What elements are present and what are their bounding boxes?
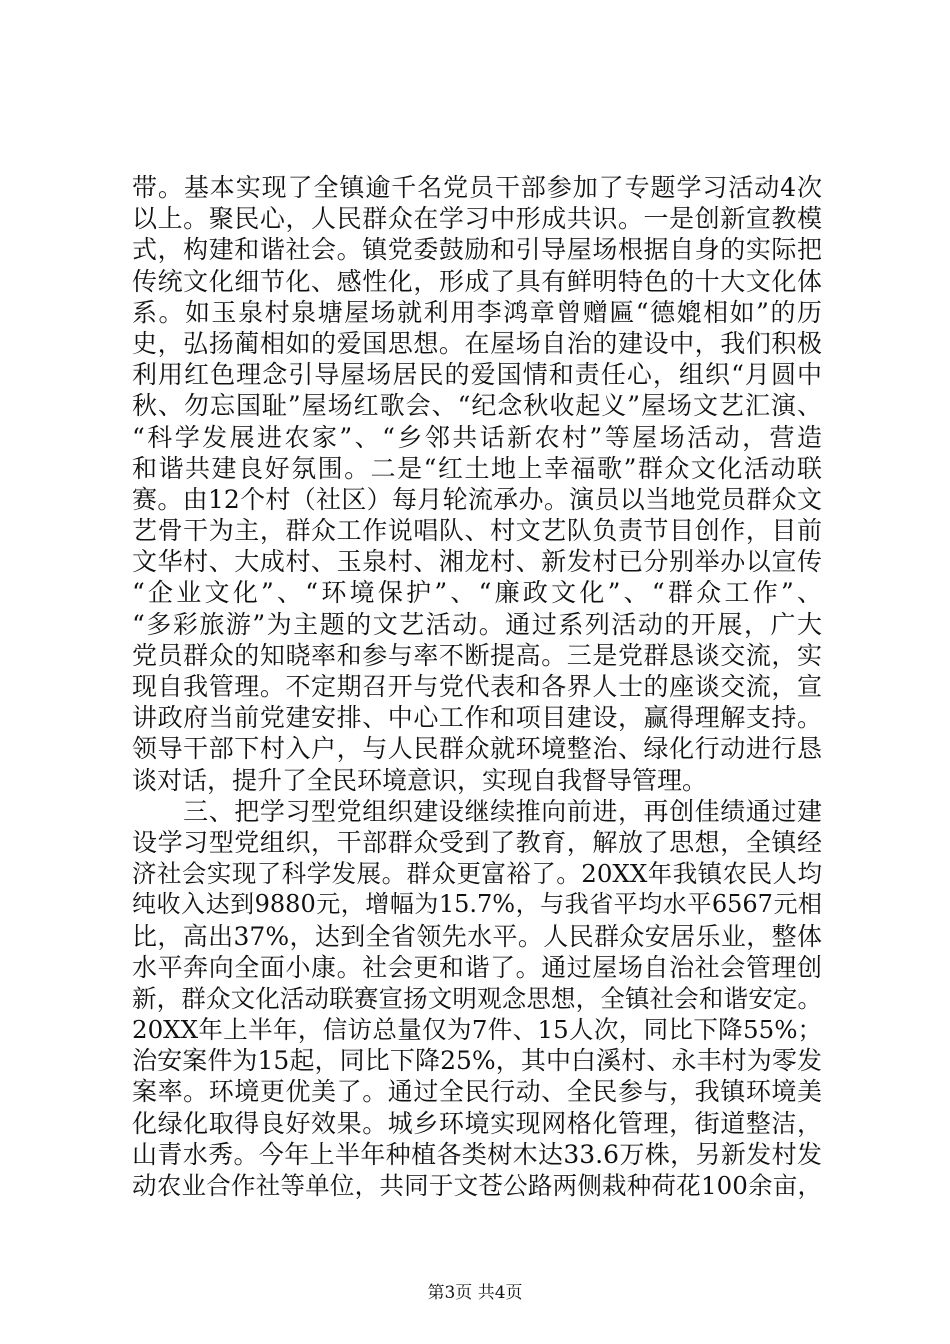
text-line: 治安案件为15起，同比下降25%，其中白溪村、永丰村为零发 bbox=[132, 1046, 822, 1076]
text-line: 讲政府当前党建安排、中心工作和项目建设，赢得理解支持。 bbox=[132, 703, 822, 733]
body-text bbox=[132, 172, 822, 1201]
text-line: “企业文化”、“环境保护”、“廉政文化”、“群众工作”、 bbox=[132, 578, 822, 608]
text-line: 赛。由12个村（社区）每月轮流承办。演员以当地党员群众文 bbox=[132, 484, 822, 514]
text-line: 式，构建和谐社会。镇党委鼓励和引导屋场根据自身的实际把 bbox=[132, 235, 822, 265]
text-line: 20XX年上半年，信访总量仅为7件、15人次，同比下降55%； bbox=[132, 1015, 822, 1045]
text-line: 秋、勿忘国耻”屋场红歌会、“纪念秋收起义”屋场文艺汇演、 bbox=[132, 391, 822, 421]
text-line: 艺骨干为主，群众工作说唱队、村文艺队负责节目创作，目前 bbox=[132, 516, 822, 546]
text-line: 领导干部下村入户，与人民群众就环境整治、绿化行动进行恳 bbox=[132, 734, 822, 764]
text-line: 济社会实现了科学发展。群众更富裕了。20XX年我镇农民人均 bbox=[132, 859, 822, 889]
text-line: 山青水秀。今年上半年种植各类树木达33.6万株，另新发村发 bbox=[132, 1139, 822, 1169]
text-line: 党员群众的知晓率和参与率不断提高。三是党群恳谈交流，实 bbox=[132, 640, 822, 670]
text-line: 纯收入达到9880元，增幅为15.7%，与我省平均水平6567元相 bbox=[132, 890, 822, 919]
page-number-footer: 第3页 共4页 bbox=[427, 1283, 523, 1303]
text-line: 文华村、大成村、玉泉村、湘龙村、新发村已分别举办以宣传 bbox=[132, 547, 822, 577]
text-line: 带。基本实现了全镇逾千名党员干部参加了专题学习活动4次 bbox=[132, 173, 822, 202]
paragraph-end-line: 谈对话，提升了全民环境意识，实现自我督导管理。 bbox=[132, 765, 708, 795]
text-line: 新，群众文化活动联赛宣扬文明观念思想，全镇社会和谐安定。 bbox=[132, 983, 822, 1013]
text-line: 和谐共建良好氛围。二是“红土地上幸福歌”群众文化活动联 bbox=[132, 453, 822, 483]
text-line: 化绿化取得良好效果。城乡环境实现网格化管理，街道整洁， bbox=[132, 1108, 822, 1138]
text-line: 传统文化细节化、感性化，形成了具有鲜明特色的十大文化体 bbox=[132, 266, 822, 296]
text-line: 案率。环境更优美了。通过全民行动、全民参与，我镇环境美 bbox=[132, 1077, 822, 1107]
text-line: 现自我管理。不定期召开与党代表和各界人士的座谈交流，宣 bbox=[132, 672, 822, 701]
text-line: 三、把学习型党组织建设继续推向前进，再创佳绩通过建 bbox=[132, 796, 822, 826]
text-line: 系。如玉泉村泉塘屋场就利用李鸿章曾赠匾“德媲相如”的历 bbox=[132, 297, 822, 327]
text-line: “多彩旅游”为主题的文艺活动。通过系列活动的开展，广大 bbox=[132, 609, 822, 639]
text-line: 动农业合作社等单位，共同于文苍公路两侧栽种荷花100余亩， bbox=[132, 1171, 822, 1200]
text-line: 水平奔向全面小康。社会更和谐了。通过屋场自治社会管理创 bbox=[132, 952, 822, 982]
text-line: 利用红色理念引导屋场居民的爱国情和责任心，组织“月圆中 bbox=[132, 360, 822, 390]
text-line: 史，弘扬蔺相如的爱国思想。在屋场自治的建设中，我们积极 bbox=[132, 328, 822, 358]
text-line: 以上。聚民心，人民群众在学习中形成共识。一是创新宣教模 bbox=[132, 204, 822, 234]
text-line: “科学发展进农家”、“乡邻共话新农村”等屋场活动，营造 bbox=[132, 422, 822, 452]
text-line: 设学习型党组织，干部群众受到了教育，解放了思想，全镇经 bbox=[132, 827, 822, 857]
text-line: 比，高出37%，达到全省领先水平。人民群众安居乐业，整体 bbox=[132, 921, 822, 951]
